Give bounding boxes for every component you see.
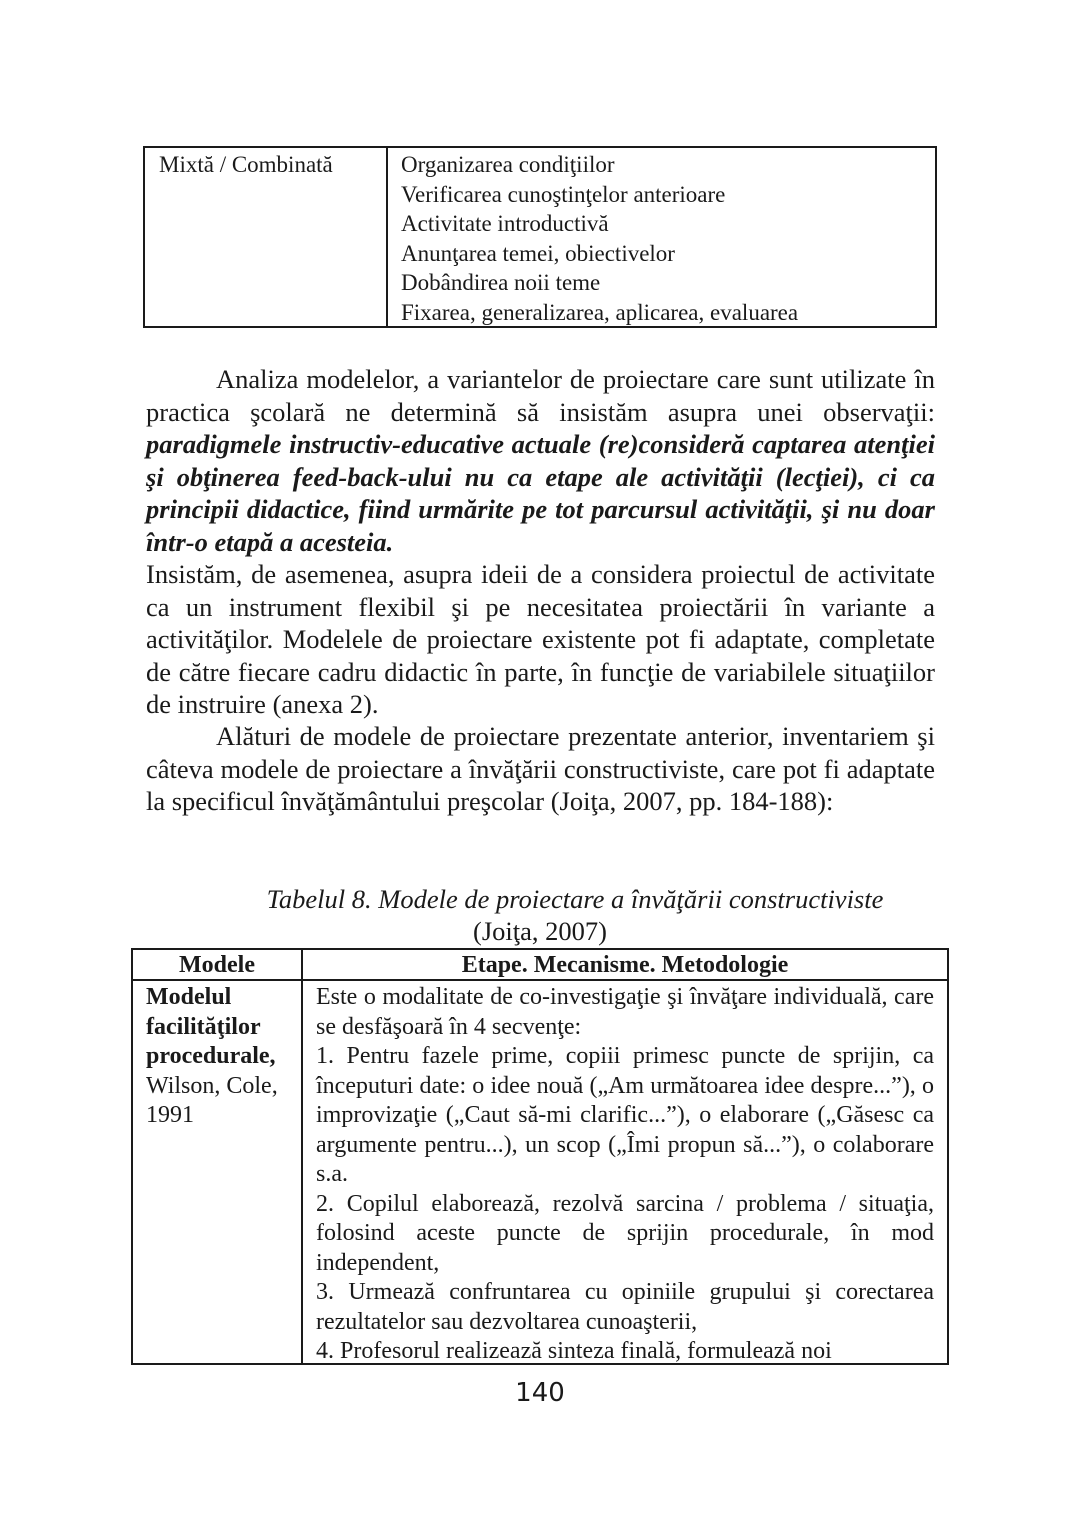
header-stages: Etape. Mecanisme. Metodologie [461,952,789,978]
model-name-line: Modelul [146,984,232,1010]
constructivist-models-table [131,948,949,1365]
model-description-cell [303,981,947,1363]
stage-line: Verificarea cunoştinţelor anterioare [401,181,726,207]
table-caption-source: (Joiţa, 2007) [473,916,607,946]
lesson-type-cell: Mixtă / Combinată [145,148,388,326]
description-line: 3. Urmează confruntarea cu opiniile grupului şi corectarea rezultatelor sau dezvoltarea cunoaşterii, [316,1279,934,1335]
stage-line: Anunţarea temei, obiectivelor [401,240,675,266]
model-name-line: facilităţilor [146,1013,261,1040]
table-row [133,981,947,1363]
header-models: Modele [133,950,303,979]
description-line: 1. Pentru fazele prime, copiii primesc puncte de sprijin, ca începuturi date: o idee nouă („Am următoarea idee despre...”), o improvizaţie („Caut să-mi clarific...”), o elaborare („Găsesc ca argumente pentru...), un scop („Îmi propun să...”), o colaborare s.a. [316,1043,934,1187]
stages-table [143,146,937,328]
model-name-line: procedurale, [146,1043,276,1069]
stage-line: Dobândirea noii teme [401,270,601,295]
description-line: 4. Profesorul realizează sinteza finală, formulează noi [316,1338,832,1363]
model-name-cell [133,981,303,1363]
paragraph-emphasis-text: paradigmele instructiv-educative actuale (re)consideră captarea atenţiei şi obţinerea feed-back-ului nu ca etape ale activităţii (lecţiei), ci ca principii didactice, fiind urmărite pe tot parcursul activităţii, şi nu doar într-o etapă a acesteia. [146,429,935,557]
model-author: Wilson, Cole, 1991 [146,1072,278,1128]
description-line: 2. Copilul elaborează, rezolvă sarcina / problema / situaţia, folosind aceste puncte de sprijin procedurale, în mod independent, [316,1190,934,1276]
table-caption: Tabelul 8. Modele de proiectare a învăţării constructiviste [266,884,884,914]
paragraph-constructivist-models: Alături de modele de proiectare prezentate anterior, inventariem şi câteva modele de proiectare a învăţării constructiviste, care pot fi adaptate la specificul învăţământului preşcolar (Joiţa, 2007, pp. 184-188): [146,721,935,816]
stage-line: Activitate introductivă [401,211,609,236]
description-line: Este o modalitate de co-investigaţie şi învăţare individuală, care se desfăşoară în 4 secvenţe: [316,984,934,1040]
stage-line: Organizarea condiţiilor [401,152,615,177]
paragraph-normal-text: Analiza modelelor, a variantelor de proiectare care sunt utilizate în practica şcolară ne determină să insistăm asupra unei observaţii: [146,364,935,427]
paragraph-analysis [146,363,935,558]
page-number: 140 [515,1378,565,1408]
table-header-row [133,950,947,981]
paragraph-flexible-project: Insistăm, de asemenea, asupra ideii de a considera proiectul de activitate ca un instrument flexibil şi pe necesitatea proiectării în variante a activităţilor. Modelele de proiectare existente pot fi adaptate, completate de către fiecare cadru didactic în parte, în funcţie de variabilele situaţiilor de instruire (anexa 2). [146,559,935,719]
lesson-stages-cell [388,148,935,326]
stage-line: Fixarea, generalizarea, aplicarea, evaluarea [401,299,799,325]
